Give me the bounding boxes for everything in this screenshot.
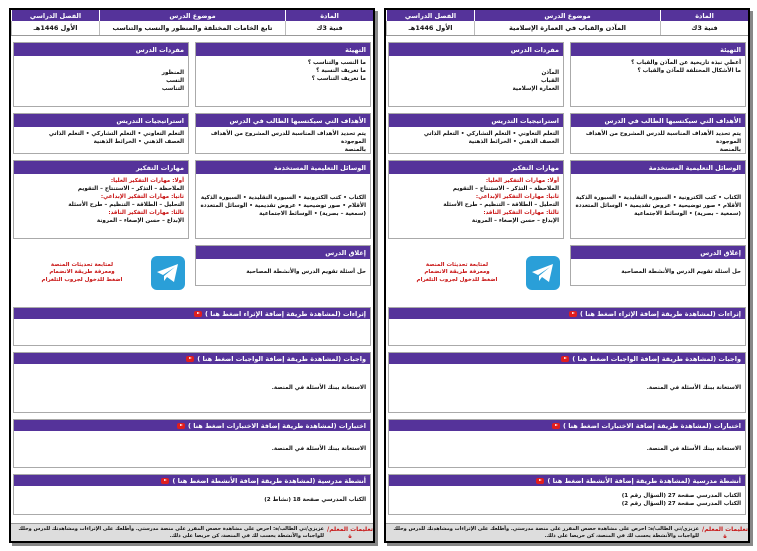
thinking-creative-list: التحليل – الطلاقة – التنظيم – طرح الأسئلة: [443, 202, 559, 208]
text-line: لمتابعة تحديثات المنصة: [425, 261, 489, 268]
instructions-text: عزيزي/تي الطالب/ة: احرص على مشاهدة حصص المقرر على منصة مدرستي. وأطلعك على الإثراءات ومشاهدتك للدرس وحلك للواجبات والأنشطة يحسب لك في المنصة، كن حريصا على ذلك.: [18, 526, 324, 539]
homework-body: [14, 364, 370, 412]
homework-section: [13, 352, 371, 413]
subject-label: المادة: [285, 10, 373, 21]
youtube-icon[interactable]: [177, 423, 185, 429]
text-line: اضغط للدخول لجروب التلغرام: [416, 276, 498, 283]
enrichment-body: [14, 319, 370, 345]
activities-body: [14, 486, 370, 514]
thinking-title: مهارات التفكير: [389, 161, 563, 174]
text-line: التعلم التعاوني • التعلم التشاركي • التعلم الذاتي: [423, 131, 559, 137]
youtube-icon[interactable]: [536, 478, 544, 484]
thinking-creative-label: ثانيا: مهارات التفكير الإبداعي:: [475, 194, 559, 200]
activities-title[interactable]: [389, 475, 745, 486]
text-line: التعلم التعاوني • التعلم التشاركي • التعلم الذاتي: [48, 131, 184, 137]
thinking-creative-list: التحليل – الطلاقة – التنظيم – طرح الأسئلة: [68, 202, 184, 208]
objectives-title: الأهداف التي سيكتسبها الطالب في الدرس: [196, 114, 370, 127]
text-line: ما الأشكال المختلفة للمآذن والقباب ؟: [637, 68, 741, 74]
thinking-section: [388, 160, 564, 239]
vocab-body: [14, 56, 188, 106]
objectives-section: [570, 113, 746, 154]
topic-label: موضوع الدرس: [99, 10, 285, 21]
tests-body: [389, 431, 745, 467]
text-line: الكتاب المدرسي صفحة 18 (نشاط 2): [264, 497, 366, 503]
closing-title: إغلاق الدرس: [571, 246, 745, 259]
tools-title: الوسائل التعليمية المستخدمة: [571, 161, 745, 174]
text-line: التناسب: [161, 86, 184, 92]
activities-link[interactable]: أنشطة مدرسية (لمشاهدة طريقة إضافة الأنشطة اضغط هنا ): [172, 476, 366, 485]
strategies-title: استراتيجيات التدريس: [14, 114, 188, 127]
tests-link[interactable]: اختبارات (لمشاهدة طريقة إضافة الاختبارات اضغط هنا ): [187, 421, 366, 430]
thinking-creative-label: ثانيا: مهارات التفكير الإبداعي:: [100, 194, 184, 200]
text-line: اضغط للدخول لجروب التلغرام: [41, 276, 123, 283]
thinking-critical-label: ثالثا: مهارات التفكير الناقد:: [483, 210, 559, 216]
text-line: العمارة الإسلامية: [512, 86, 559, 92]
warmup-body: [196, 56, 370, 106]
instructions-text: عزيزي/تي الطالب/ة: احرص على مشاهدة حصص المقرر على منصة مدرستي. وأطلعك على الإثراءات ومشاهدتك للدرس وحلك للواجبات والأنشطة يحسب لك في المنصة، كن حريصا على ذلك.: [393, 526, 699, 539]
sections-grid: [11, 36, 373, 301]
telegram-icon[interactable]: [151, 256, 185, 290]
thinking-critical-label: ثالثا: مهارات التفكير الناقد:: [108, 210, 184, 216]
tests-section: [13, 419, 371, 468]
telegram-promo[interactable]: [13, 245, 189, 301]
tools-section: [195, 160, 371, 239]
thinking-body: [14, 174, 188, 238]
text-line: الكتاب • كتب الكترونية • السبورة التقليدية • السبورة الذكية: [200, 195, 366, 201]
text-line: المآذن: [541, 70, 559, 76]
tests-body: [14, 431, 370, 467]
enrichment-link[interactable]: إثراءات (لمشاهدة طريقة إضافة الإثراء اضغط هنا ): [205, 309, 366, 318]
closing-body: [196, 259, 370, 285]
subject-value: فنية 3ك: [285, 21, 373, 35]
thinking-critical-list: الإبداع – حسن الإصغاء – المرونة: [471, 218, 559, 224]
text-line: ومعرفة طريقة الانضمام: [424, 269, 490, 276]
vocab-section: [388, 42, 564, 107]
telegram-text[interactable]: [17, 262, 147, 285]
thinking-higher-list: الملاحظة – التذكر – الاستنتاج – التقويم: [77, 186, 184, 192]
text-line: حل أسئلة تقويم الدرس والأنشطة المصاحبة: [621, 269, 741, 275]
text-line: العصف الذهني • الخرائط الذهنية: [468, 139, 559, 145]
closing-section: [195, 245, 371, 286]
homework-section: [388, 352, 746, 413]
thinking-higher-list: الملاحظة – التذكر – الاستنتاج – التقويم: [452, 186, 559, 192]
activities-title[interactable]: [14, 475, 370, 486]
vocab-title: مفردات الدرس: [14, 43, 188, 56]
vocab-title: مفردات الدرس: [389, 43, 563, 56]
text-line: ما تعريف النسبة ؟: [316, 68, 366, 74]
text-line: الكتاب • كتب الكترونية • السبورة التقليدية • السبورة الذكية: [575, 195, 741, 201]
subject-label: المادة: [660, 10, 748, 21]
closing-title: إغلاق الدرس: [196, 246, 370, 259]
vocab-body: [389, 56, 563, 106]
text-line: الكتاب المدرسي صفحة 27 (السؤال رقم 1): [621, 493, 741, 499]
right-column: [195, 36, 371, 301]
homework-body: [389, 364, 745, 412]
text-line: ما تعريف التناسب ؟: [311, 76, 366, 82]
homework-title[interactable]: [389, 353, 745, 364]
thinking-section: [13, 160, 189, 239]
youtube-icon[interactable]: [186, 356, 194, 362]
telegram-icon[interactable]: [526, 256, 560, 290]
lesson-page-left: [9, 8, 375, 543]
tools-body: [196, 174, 370, 238]
term-value: الأول 1446هـ: [386, 21, 474, 35]
thinking-higher-label: أولا: مهارات التفكير العليا:: [110, 178, 184, 184]
warmup-title: التهيئة: [571, 43, 745, 56]
text-line: الكتاب المدرسي صفحة 27 (السؤال رقم 2): [621, 501, 741, 507]
text-line: (سمعية – بصرية) • الوسائط الاجتماعية: [634, 211, 741, 217]
term-label: الفصل الدراسي: [11, 10, 99, 21]
warmup-title: التهيئة: [196, 43, 370, 56]
homework-title[interactable]: [14, 353, 370, 364]
closing-section: [570, 245, 746, 286]
thinking-body: [389, 174, 563, 238]
strategies-section: [388, 113, 564, 154]
activities-section: [388, 474, 746, 515]
text-line: حل أسئلة تقويم الدرس والأنشطة المصاحبة: [246, 269, 366, 275]
tests-link[interactable]: اختبارات (لمشاهدة طريقة إضافة الاختبارات اضغط هنا ): [562, 421, 741, 430]
homework-link[interactable]: واجبات (لمشاهدة طريقة إضافة الواجبات اضغط هنا ): [572, 354, 741, 363]
text-line: (سمعية – بصرية) • الوسائط الاجتماعية: [259, 211, 366, 217]
text-line: ومعرفة طريقة الانضمام: [49, 269, 115, 276]
objectives-section: [195, 113, 371, 154]
term-value: الأول 1446هـ: [11, 21, 99, 35]
activities-body: [389, 486, 745, 514]
warmup-section: [195, 42, 371, 107]
term-label: الفصل الدراسي: [386, 10, 474, 21]
youtube-icon[interactable]: [561, 356, 569, 362]
thinking-critical-list: الإبداع – حسن الإصغاء – المرونة: [96, 218, 184, 224]
right-column: [570, 36, 746, 301]
topic-value: المآذن والقباب في العمارة الإسلامية: [474, 21, 660, 35]
enrichment-title[interactable]: [389, 308, 745, 319]
closing-body: [571, 259, 745, 285]
text-line: ما النسب والتناسب ؟: [307, 60, 366, 66]
header-values: [11, 21, 373, 36]
youtube-icon[interactable]: [569, 311, 577, 317]
warmup-section: [570, 42, 746, 107]
tests-title[interactable]: [389, 420, 745, 431]
text-line: المنظور: [161, 70, 184, 76]
header-labels: [11, 10, 373, 21]
telegram-promo[interactable]: [388, 245, 564, 301]
youtube-icon[interactable]: [161, 478, 169, 484]
enrichment-link[interactable]: إثراءات (لمشاهدة طريقة إضافة الإثراء اضغط هنا ): [580, 309, 741, 318]
tests-section: [388, 419, 746, 468]
text-line: الاستعانة ببنك الأسئلة في المنصة.: [646, 385, 741, 391]
strategies-body: [389, 127, 563, 153]
sections-grid: [386, 36, 748, 301]
instructions-label: تعليمات المعلم/ة: [702, 525, 748, 540]
left-column: [13, 36, 189, 301]
teacher-instructions: [386, 523, 748, 541]
text-line: يتم تحديد الأهداف المناسبة للدرس المشروح من الأهداف الموجودة: [585, 131, 741, 145]
text-line: الاستعانة ببنك الأسئلة في المنصة.: [271, 446, 366, 452]
tools-title: الوسائل التعليمية المستخدمة: [196, 161, 370, 174]
youtube-icon[interactable]: [552, 423, 560, 429]
left-column: [388, 36, 564, 301]
text-line: بالمنصة: [719, 147, 741, 153]
objectives-body: [571, 127, 745, 153]
text-line: بالمنصة: [344, 147, 366, 153]
activities-section: [13, 474, 371, 515]
text-line: الاستعانة ببنك الأسئلة في المنصة.: [646, 446, 741, 452]
text-line: لمتابعة تحديثات المنصة: [50, 261, 114, 268]
strategies-body: [14, 127, 188, 153]
text-line: القباب: [540, 78, 559, 84]
lesson-page-right: [384, 8, 750, 543]
objectives-body: [196, 127, 370, 153]
strategies-section: [13, 113, 189, 154]
thinking-higher-label: أولا: مهارات التفكير العليا:: [485, 178, 559, 184]
enrichment-section: [388, 307, 746, 346]
tools-section: [570, 160, 746, 239]
subject-value: فنية 3ك: [660, 21, 748, 35]
thinking-title: مهارات التفكير: [14, 161, 188, 174]
tests-title[interactable]: [14, 420, 370, 431]
instructions-label: تعليمات المعلم/ة: [327, 525, 373, 540]
text-line: العصف الذهني • الخرائط الذهنية: [93, 139, 184, 145]
warmup-body: [571, 56, 745, 106]
teacher-instructions: [11, 523, 373, 541]
text-line: النسب: [166, 78, 184, 84]
tools-body: [571, 174, 745, 238]
enrichment-section: [13, 307, 371, 346]
homework-link[interactable]: واجبات (لمشاهدة طريقة إضافة الواجبات اضغط هنا ): [197, 354, 366, 363]
text-line: الأقلام • صور توضيحية • عروض تقديمية • الوسائل المتعددة: [575, 203, 741, 209]
vocab-section: [13, 42, 189, 107]
enrichment-title[interactable]: [14, 308, 370, 319]
youtube-icon[interactable]: [194, 311, 202, 317]
telegram-text[interactable]: [392, 262, 522, 285]
topic-label: موضوع الدرس: [474, 10, 660, 21]
text-line: الاستعانة ببنك الأسئلة في المنصة.: [271, 385, 366, 391]
header-values: [386, 21, 748, 36]
text-line: الأقلام • صور توضيحية • عروض تقديمية • الوسائل المتعددة: [200, 203, 366, 209]
text-line: أعطي نبذة تاريخية عن المآذن والقباب ؟: [631, 60, 741, 66]
header-labels: [386, 10, 748, 21]
text-line: يتم تحديد الأهداف المناسبة للدرس المشروح من الأهداف الموجودة: [210, 131, 366, 145]
strategies-title: استراتيجيات التدريس: [389, 114, 563, 127]
activities-link[interactable]: أنشطة مدرسية (لمشاهدة طريقة إضافة الأنشطة اضغط هنا ): [547, 476, 741, 485]
enrichment-body: [389, 319, 745, 345]
objectives-title: الأهداف التي سيكتسبها الطالب في الدرس: [571, 114, 745, 127]
topic-value: تابع الخامات المختلفة والمنظور والنسب والتناسب: [99, 21, 285, 35]
